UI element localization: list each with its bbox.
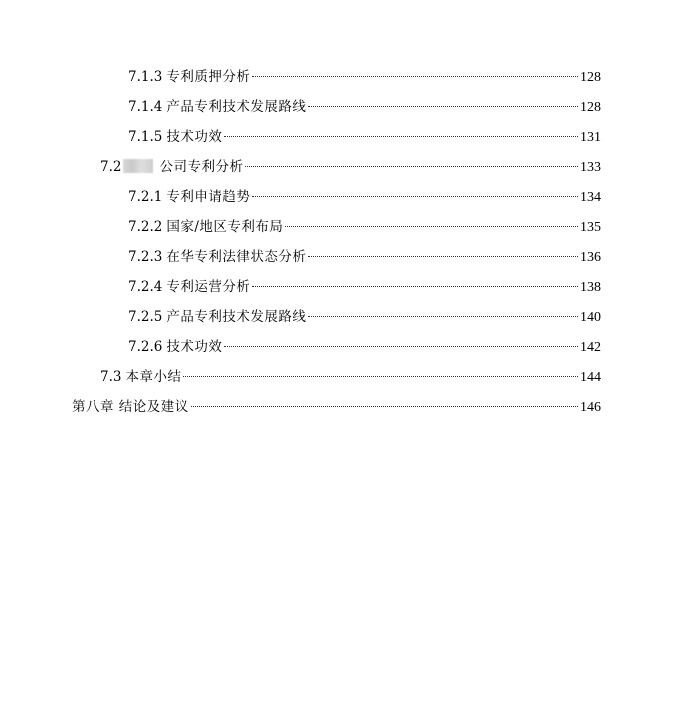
redacted-company-name [123,159,153,173]
toc-entry-number: 7.2.4 [128,279,163,295]
toc-entry-number: 7.2.3 [128,249,163,265]
toc-entry-number: 7.3 [100,369,122,385]
toc-entry-7-1-4[interactable] [128,96,601,118]
toc-entry-number: 7.2.6 [128,339,163,355]
toc-entry-page: 133 [580,160,601,175]
toc-entry-7-2-6[interactable] [128,336,601,358]
toc-entry-number: 7.1.5 [128,129,163,145]
toc-entry-7-1-5[interactable] [128,126,601,148]
toc-entry-7-2-1[interactable] [128,186,601,208]
toc-entry-7-2-5[interactable] [128,306,601,328]
toc-entry-7-3[interactable] [100,366,601,388]
toc-entry-title [72,396,189,418]
dot-leader [285,225,578,227]
dot-leader [191,405,578,407]
toc-entry-7-2-3[interactable] [128,246,601,268]
dot-leader [252,285,578,287]
dot-leader [183,375,578,377]
toc-entry-number: 7.2 [100,159,122,175]
toc-entry-number: 7.2.5 [128,309,163,325]
toc-entry-label: 专利运营分析 [166,279,251,295]
toc-entry-number: 7.1.3 [128,69,163,85]
toc-entry-page: 142 [580,340,601,355]
toc-entry-label: 产品专利技术发展路线 [166,309,307,325]
toc-entry-label: 本章小结 [125,369,182,385]
dot-leader [245,165,578,167]
toc-entry-7-2-4[interactable] [128,276,601,298]
dot-leader [224,135,578,137]
dot-leader [308,315,578,317]
dot-leader [308,105,578,107]
dot-leader [308,255,578,257]
toc-entry-page: 128 [580,70,601,85]
toc-entry-title [128,186,250,208]
toc-entry-label: 专利质押分析 [166,69,251,85]
toc-entry-title [128,246,306,268]
toc-entry-title [128,276,250,298]
toc-entry-7-1-3[interactable] [128,66,601,88]
toc-entry-7-2-2[interactable] [128,216,601,238]
toc-entry-page: 131 [580,130,601,145]
dot-leader [224,345,578,347]
toc-entry-title [100,366,181,388]
toc-entry-label: 专利申请趋势 [166,189,251,205]
toc-entry-title [128,336,222,358]
toc-entry-title [128,96,306,118]
toc-entry-label: 技术功效 [166,129,223,145]
toc-entry-label: 国家/地区专利布局 [166,219,284,235]
toc-entry-page: 146 [580,400,601,415]
toc-entry-number: 7.2.2 [128,219,163,235]
toc-entry-page: 140 [580,310,601,325]
toc-entry-page: 135 [580,220,601,235]
toc-entry-label: 第八章 结论及建议 [72,399,189,415]
toc-entry-title [128,306,306,328]
toc-entry-page: 144 [580,370,601,385]
toc-entry-title [128,66,250,88]
toc-entry-number: 7.1.4 [128,99,163,115]
toc-entry-page: 128 [580,100,601,115]
toc-entry-chapter-8[interactable] [72,396,601,418]
dot-leader [252,75,578,77]
toc-entry-title [128,126,222,148]
toc-entry-label: 公司专利分析 [159,159,244,175]
toc-entry-title [100,156,243,178]
toc-entry-label: 在华专利法律状态分析 [166,249,307,265]
toc-entry-page: 136 [580,250,601,265]
dot-leader [252,195,578,197]
toc-entry-7-2[interactable] [100,156,601,178]
toc-entry-label: 技术功效 [166,339,223,355]
toc-entry-label: 产品专利技术发展路线 [166,99,307,115]
toc-entry-number: 7.2.1 [128,189,163,205]
toc-entry-page: 138 [580,280,601,295]
toc-entry-page: 134 [580,190,601,205]
toc-entry-title [128,216,283,238]
